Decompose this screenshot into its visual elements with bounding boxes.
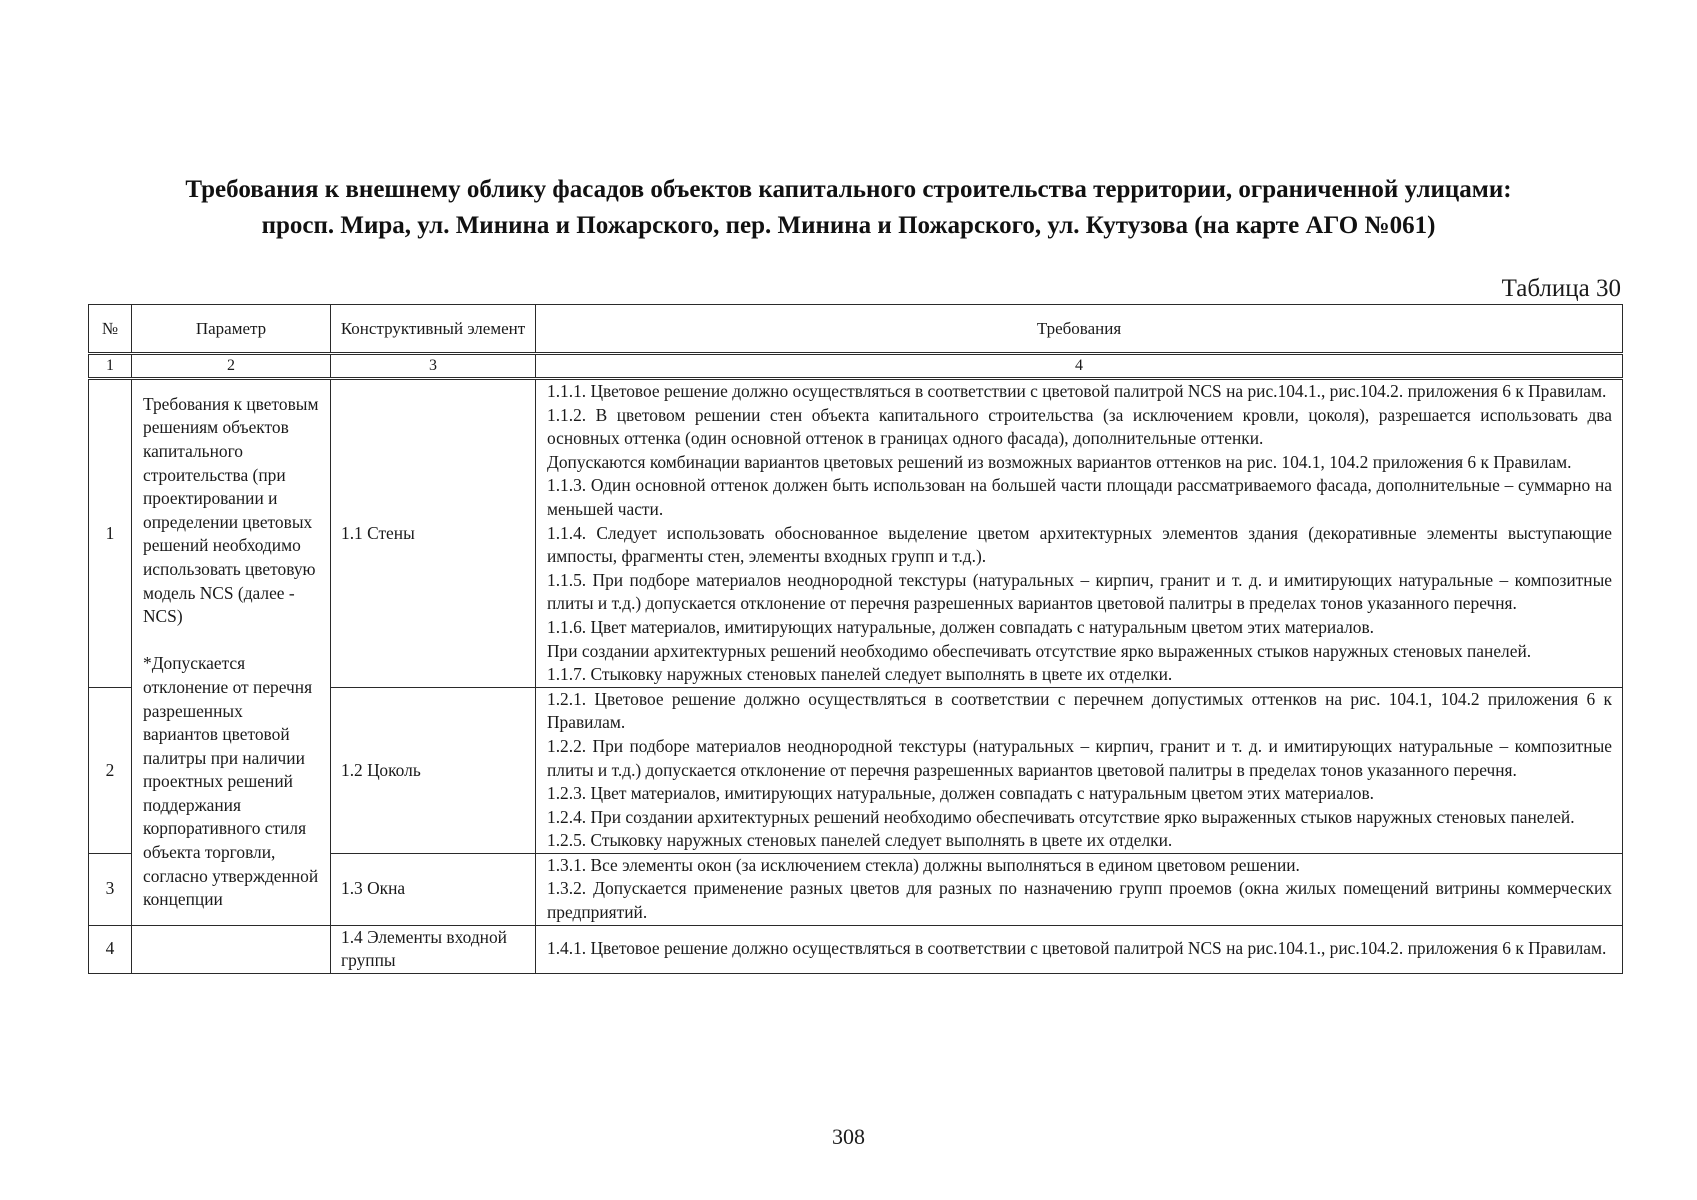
document-title-line-1: Требования к внешнему облику фасадов объектов капитального строительства территории, ограниченной улицами: (185, 176, 1512, 203)
col-number-2: 2 (132, 354, 331, 379)
table-header-row (89, 305, 1623, 354)
requirement-item: 1.2.4. При создании архитектурных решений необходимо обеспечивать отсутствие ярко выраженных стыков наружных стеновых панелей. (547, 806, 1575, 827)
element-cell: 1.3 Окна (331, 853, 536, 925)
requirement-item: При создании архитектурных решений необходимо обеспечивать отсутствие ярко выраженных стыков наружных стеновых панелей. (547, 640, 1532, 661)
requirement-item: 1.3.2. Допускается применение разных цветов для разных по назначению групп проемов (окна жилых помещений витрины коммерческих предприятий. (547, 878, 1612, 923)
header-element: Конструктивный элемент (331, 305, 536, 354)
requirement-item: 1.4.1. Цветовое решение должно осуществляться в соответствии с цветовой палитрой NCS на рис.104.1., рис.104.2. приложения 6 к Правилам. (547, 938, 1607, 959)
parameter-text: Требования к цветовым решениям объектов капитального строительства (при проектировании и определении цветовых решений необходимо использовать цветовую модель NCS (далее - NCS) (143, 393, 319, 627)
column-number-row (89, 354, 1623, 379)
requirements-cell (536, 687, 1623, 853)
document-title-line-2: просп. Мира, ул. Минина и Пожарского, пер. Минина и Пожарского, ул. Кутузова (на карте АГО №061) (261, 212, 1436, 239)
table-row (89, 379, 1623, 688)
row-number: 2 (89, 687, 132, 853)
requirement-item: 1.3.1. Все элементы окон (за исключением стекла) должны выполняться в едином цветовом решении. (547, 854, 1300, 875)
requirement-item: 1.1.5. При подборе материалов неоднородной текстуры (натуральных – кирпич, гранит и т. д. и имитирующих натуральные – композитные плиты и т.д.) допускается отклонение от перечня разрешенных вариантов цветовой палитры в пределах тонов указанного перечня. (547, 569, 1612, 614)
requirement-item: 1.1.6. Цвет материалов, имитирующих натуральные, должен совпадать с натуральным цветом этих материалов. (547, 616, 1375, 637)
parameter-cell-continued (132, 925, 331, 973)
row-number: 4 (89, 925, 132, 973)
header-num: № (89, 305, 132, 354)
element-cell: 1.2 Цоколь (331, 687, 536, 853)
requirements-cell (536, 379, 1623, 688)
row-number: 3 (89, 853, 132, 925)
requirement-item: Допускаются комбинации вариантов цветовых решений из возможных вариантов оттенков на рис. 104.1, 104.2 приложения 6 к Правилам. (547, 451, 1572, 472)
requirement-item: 1.1.2. В цветовом решении стен объекта капитального строительства (за исключением кровли, цоколя), разрешается использовать два основных оттенка (один основной оттенок в границах одного фасада), дополнительные оттенки. (547, 404, 1612, 449)
col-number-3: 3 (331, 354, 536, 379)
requirement-item: 1.2.5. Стыковку наружных стеновых панелей следует выполнять в цвете их отделки. (547, 830, 1173, 851)
requirement-item: 1.2.3. Цвет материалов, имитирующих натуральные, должен совпадать с натуральным цветом этих материалов. (547, 783, 1375, 804)
requirement-item: 1.1.7. Стыковку наружных стеновых панелей следует выполнять в цвете их отделки. (547, 664, 1173, 685)
table-caption: Таблица 30 (1501, 275, 1621, 302)
document-title (90, 172, 1607, 244)
requirements-cell (536, 853, 1623, 925)
parameter-cell (132, 379, 331, 926)
requirements-table (88, 304, 1623, 974)
requirements-cell (536, 925, 1623, 973)
element-cell: 1.4 Элементы входной группы (331, 925, 536, 973)
requirement-item: 1.2.1. Цветовое решение должно осуществляться в соответствии с перечнем допустимых оттенков на рис. 104.1, 104.2 приложения 6 к Правилам. (547, 688, 1612, 733)
page-number: 308 (832, 1124, 865, 1149)
row-number: 1 (89, 379, 132, 688)
header-requirements: Требования (536, 305, 1623, 354)
element-cell: 1.1 Стены (331, 379, 536, 688)
header-param: Параметр (132, 305, 331, 354)
requirement-item: 1.1.4. Следует использовать обоснованное выделение цветом архитектурных элементов здания (декоративные элементы выступающие импосты, фрагменты стен, элементы входных групп и т.д.). (547, 522, 1612, 567)
col-number-1: 1 (89, 354, 132, 379)
requirement-item: 1.1.1. Цветовое решение должно осуществляться в соответствии с цветовой палитрой NCS на рис.104.1., рис.104.2. приложения 6 к Правилам. (547, 381, 1607, 401)
requirement-item: 1.2.2. При подборе материалов неоднородной текстуры (натуральных – кирпич, гранит и т. д. и имитирующих натуральные – композитные плиты и т.д.) допускается отклонение от перечня разрешенных вариантов цветовой палитры в пределах тонов указанного перечня. (547, 735, 1612, 780)
requirement-item: 1.1.3. Один основной оттенок должен быть использован на большей части площади рассматриваемого фасада, дополнительные – суммарно на меньшей части. (547, 475, 1612, 519)
table-row (89, 925, 1623, 973)
parameter-note: *Допускается отклонение от перечня разрешенных вариантов цветовой палитры при наличии проектных решений поддержания корпоративного стиля объекта торговли, согласно утвержденной концепции (143, 653, 319, 910)
col-number-4: 4 (536, 354, 1623, 379)
